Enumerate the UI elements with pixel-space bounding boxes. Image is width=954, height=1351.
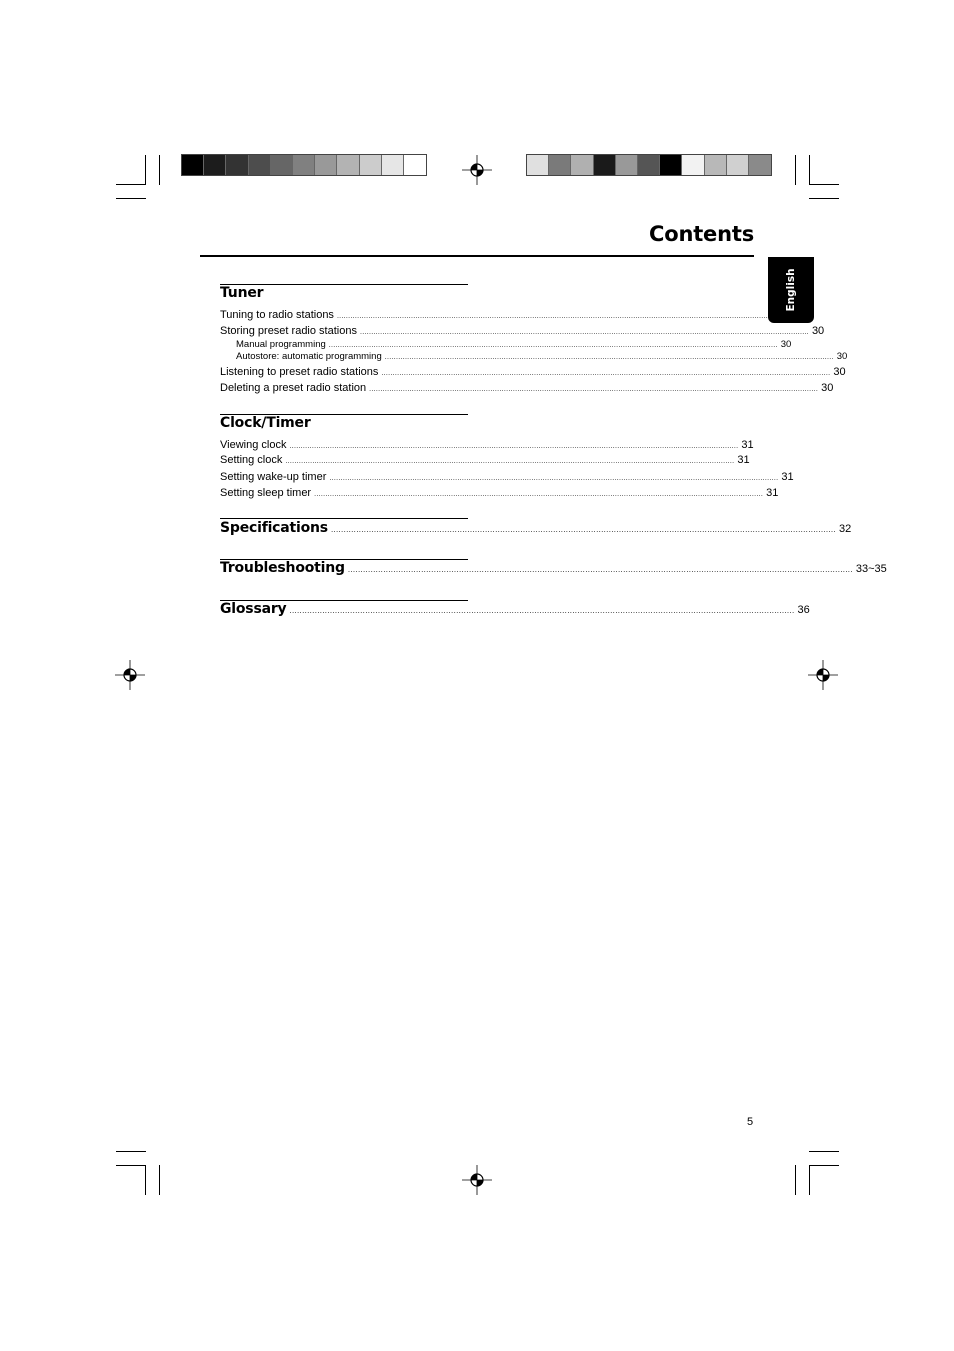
color-swatch bbox=[727, 155, 749, 175]
toc-entry-page: 31 bbox=[781, 471, 794, 483]
toc-entry-page: 30 bbox=[836, 351, 848, 362]
toc-entry[interactable] bbox=[220, 470, 794, 486]
toc-entry-page: 33~35 bbox=[855, 563, 887, 575]
toc-entry-page: 30 bbox=[811, 325, 825, 337]
crop-mark bbox=[145, 1165, 146, 1195]
toc-heading-troubleshooting[interactable] bbox=[220, 560, 887, 576]
color-swatch bbox=[249, 155, 271, 175]
crop-mark bbox=[159, 1165, 160, 1195]
color-calibration-strip-left bbox=[181, 154, 427, 176]
dot-leader: ........................................................................................................................................................................................................ bbox=[285, 458, 735, 465]
color-swatch bbox=[360, 155, 382, 175]
crop-mark bbox=[795, 1165, 796, 1195]
toc-entry-page: 31 bbox=[741, 439, 754, 451]
toc-entry[interactable] bbox=[220, 453, 750, 469]
dot-leader: ........................................................................................................................................................................................................ bbox=[384, 354, 834, 361]
crop-mark bbox=[116, 1151, 146, 1152]
toc-entry[interactable] bbox=[220, 381, 834, 397]
color-swatch bbox=[638, 155, 660, 175]
toc-entry-label: Deleting a preset radio station bbox=[220, 382, 367, 394]
toc-entry-page: 30 bbox=[821, 382, 834, 394]
toc-entry-label: Autostore: automatic programming bbox=[236, 351, 382, 362]
toc-entry-label: Manual programming bbox=[236, 339, 326, 350]
toc-entry[interactable] bbox=[220, 438, 754, 454]
dot-leader: ........................................................................................................................................................................................................ bbox=[289, 607, 795, 615]
toc-entry-page: 30 bbox=[780, 339, 792, 350]
crop-mark bbox=[809, 1165, 810, 1195]
toc-entry-label: Tuning to radio stations bbox=[220, 309, 334, 321]
color-swatch bbox=[549, 155, 571, 175]
dot-leader: ........................................................................................................................................................................................................ bbox=[336, 313, 786, 320]
toc-entry-label: Listening to preset radio stations bbox=[220, 366, 379, 378]
toc-entry[interactable] bbox=[220, 365, 846, 381]
toc-entry[interactable] bbox=[220, 324, 825, 340]
dot-leader: ........................................................................................................................................................................................................ bbox=[369, 386, 819, 393]
color-swatch bbox=[404, 155, 426, 175]
color-swatch bbox=[293, 155, 315, 175]
color-swatch bbox=[594, 155, 616, 175]
toc-entry[interactable] bbox=[220, 486, 779, 502]
crop-mark bbox=[159, 155, 160, 185]
toc-subentry[interactable] bbox=[236, 351, 848, 364]
color-swatch bbox=[682, 155, 704, 175]
toc-entry-label: Setting sleep timer bbox=[220, 487, 312, 499]
toc-heading-glossary[interactable] bbox=[220, 601, 810, 617]
crop-mark bbox=[116, 184, 146, 185]
color-swatch bbox=[571, 155, 593, 175]
color-swatch bbox=[705, 155, 727, 175]
color-swatch bbox=[226, 155, 248, 175]
color-calibration-strip-right bbox=[526, 154, 772, 176]
section-title-clock-timer: Clock/Timer bbox=[220, 415, 311, 431]
crop-mark bbox=[795, 155, 796, 185]
registration-mark-icon bbox=[462, 1165, 492, 1195]
crop-mark bbox=[809, 1151, 839, 1152]
dot-leader: ........................................................................................................................................................................................................ bbox=[329, 475, 779, 482]
section-rule bbox=[220, 518, 468, 519]
toc-entry[interactable] bbox=[220, 308, 802, 324]
color-swatch bbox=[660, 155, 682, 175]
color-swatch bbox=[315, 155, 337, 175]
toc-entry-label: Setting wake-up timer bbox=[220, 471, 327, 483]
section-title-glossary: Glossary bbox=[220, 601, 287, 617]
toc-heading-specifications[interactable] bbox=[220, 520, 852, 536]
color-swatch bbox=[527, 155, 549, 175]
toc-entry-page: 31 bbox=[766, 487, 779, 499]
dot-leader: ........................................................................................................................................................................................................ bbox=[289, 443, 739, 450]
registration-mark-icon bbox=[115, 660, 145, 690]
dot-leader: ........................................................................................................................................................................................................ bbox=[330, 526, 836, 534]
dot-leader: ........................................................................................................................................................................................................ bbox=[359, 329, 809, 336]
toc-entry-page: 30 bbox=[833, 366, 846, 378]
crop-mark bbox=[116, 198, 146, 199]
dot-leader: ........................................................................................................................................................................................................ bbox=[314, 491, 764, 498]
toc-entry-page: 31 bbox=[737, 454, 750, 466]
crop-mark bbox=[809, 155, 810, 185]
toc-entry-label: Viewing clock bbox=[220, 439, 287, 451]
crop-mark bbox=[809, 184, 839, 185]
color-swatch bbox=[337, 155, 359, 175]
section-title-tuner: Tuner bbox=[220, 285, 264, 301]
toc-entry-label: Setting clock bbox=[220, 454, 283, 466]
section-title-troubleshooting: Troubleshooting bbox=[220, 560, 345, 576]
crop-mark bbox=[809, 1165, 839, 1166]
color-swatch bbox=[616, 155, 638, 175]
registration-mark-icon bbox=[462, 155, 492, 185]
color-swatch bbox=[204, 155, 226, 175]
color-swatch bbox=[382, 155, 404, 175]
section-title-specifications: Specifications bbox=[220, 520, 328, 536]
color-swatch bbox=[182, 155, 204, 175]
crop-mark bbox=[145, 155, 146, 185]
dot-leader: ........................................................................................................................................................................................................ bbox=[347, 566, 853, 574]
toc-entry-page: 30 bbox=[788, 309, 802, 321]
dot-leader: ........................................................................................................................................................................................................ bbox=[328, 342, 778, 349]
color-swatch bbox=[749, 155, 771, 175]
page-number: 5 bbox=[747, 1116, 754, 1128]
toc-entry-page: 36 bbox=[797, 604, 810, 616]
color-swatch bbox=[271, 155, 293, 175]
crop-mark bbox=[116, 1165, 146, 1166]
toc-entry-page: 32 bbox=[838, 523, 852, 535]
language-tab-label: English bbox=[785, 268, 797, 312]
toc-entry-label: Storing preset radio stations bbox=[220, 325, 357, 337]
registration-mark-icon bbox=[808, 660, 838, 690]
page-title: Contents bbox=[649, 222, 754, 246]
crop-mark bbox=[809, 198, 839, 199]
title-rule bbox=[200, 255, 754, 257]
dot-leader: ........................................................................................................................................................................................................ bbox=[381, 370, 831, 377]
